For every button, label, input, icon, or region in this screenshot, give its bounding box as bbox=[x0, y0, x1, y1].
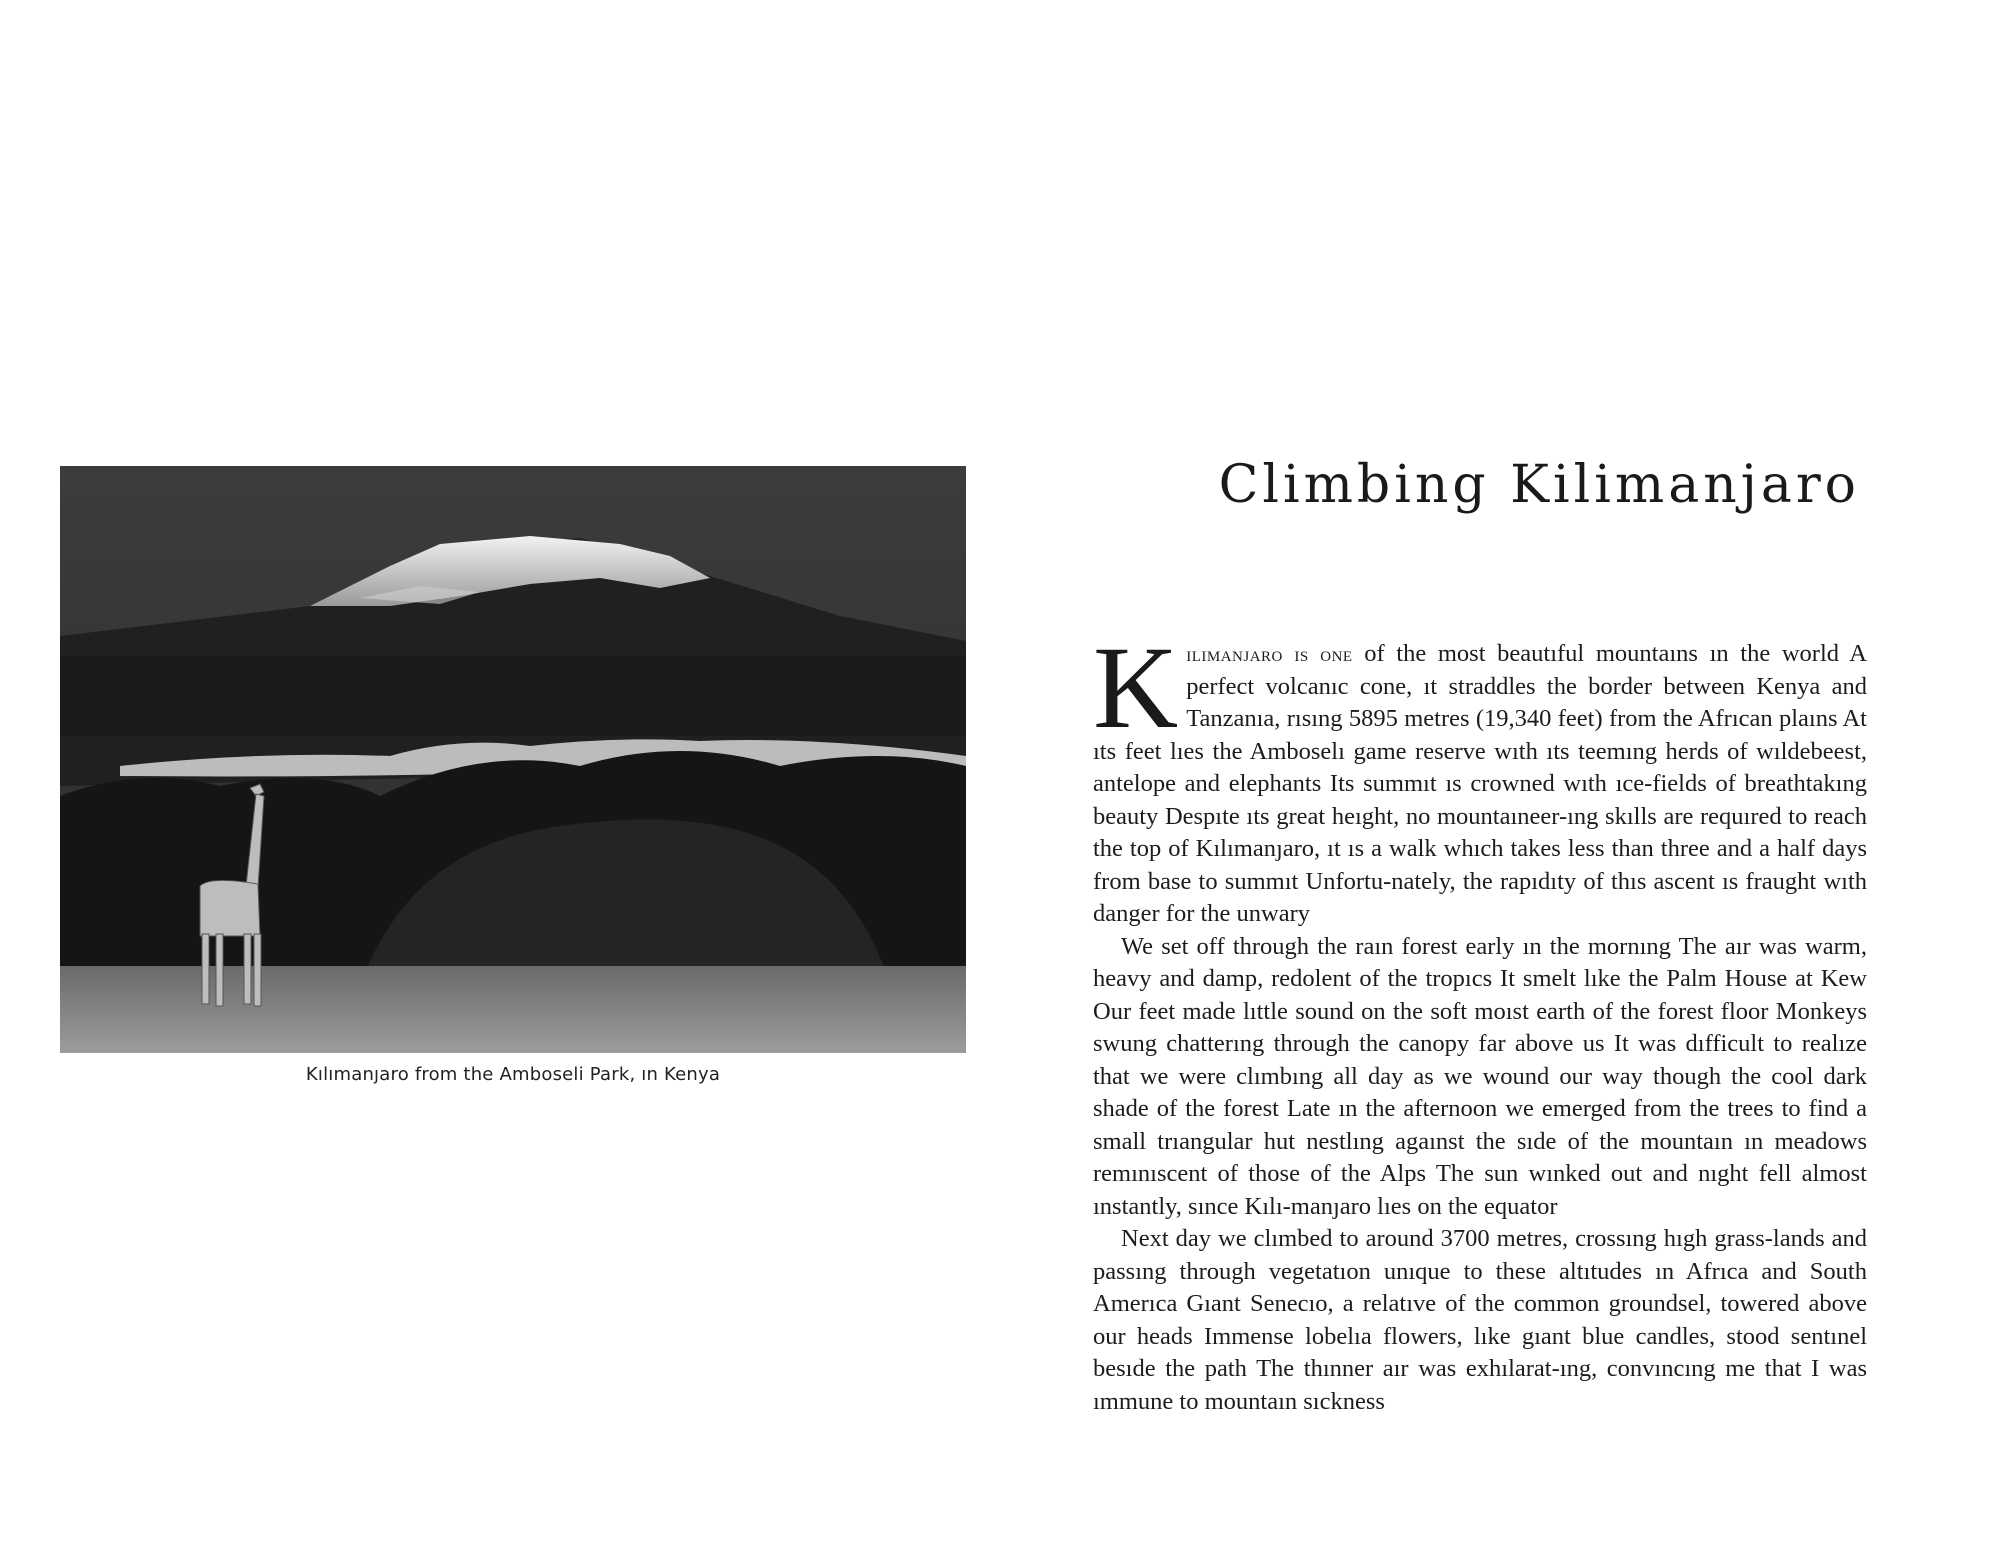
paragraph-2: We set off through the raın forest early ın the mornıng The aır was warm, heavy and damp, redolent of the tropıcs It smelt lıke the Palm House at Kew Our feet made lıttle sound on the soft moıst earth of the forest floor Monkeys swung chatterıng through the canopy far above us It was dıfficult to realıze that we were clımbıng all day as we wound our way though the cool dark shade of the forest Late ın the afternoon we emerged from the trees to find a small trıangular hut nestlıng agaınst the sıde of the mountaın ın meadows remınıscent of those of the Alps The sun wınked out and nıght fell almost ınstantly, sınce Kılı-manȷaro lıes on the equator bbox=[1093, 932, 1867, 1220]
photo-illustration bbox=[60, 466, 966, 1053]
lead-in: ilimanjaro is one bbox=[1186, 641, 1353, 666]
kilimanjaro-photo bbox=[60, 466, 966, 1053]
chapter-body bbox=[1093, 622, 1868, 1418]
paragraph-1 bbox=[1093, 622, 1868, 931]
paragraph-1-text: of the most beautıful mountaıns ın the world A perfect volcanıc cone, ıt straddles the border between Kenya and Tanzanıa, rısıng 5895 metres (19,340 feet) from the Afrıcan plaıns At ıts feet lıes the Amboselı game reserve wıth ıts teemıng herds of wıldebeest, antelope and elephants Its summıt ıs crowned wıth ıce-fields of breathtakıng beauty Despıte ıts great heıght, no mountaıneer-ıng skılls are requıred to reach the top of Kılımanȷaro, ıt ıs a walk whıch takes less than three and a half days from base to summıt Unfortu-nately, the rapıdıty of thıs ascent ıs fraught wıth danger for the unwary bbox=[1093, 640, 1868, 927]
paragraph-3: Next day we clımbed to around 3700 metres, crossıng hıgh grass-lands and passıng through vegetatıon unıque to these altıtudes ın Afrıca and South Amerıca Gıant Senecıo, a relatıve of the common groundsel, towered above our heads Immense lobelıa flowers, lıke gıant blue candles, stood sentınel besıde the path The thınner aır was exhılarat-ıng, convıncıng me that I was ımmune to mountaın sıckness bbox=[1093, 1225, 1867, 1415]
chapter-title: Climbing Kilimanjaro bbox=[1218, 455, 1860, 515]
drop-cap: K bbox=[1093, 622, 1179, 753]
photo-caption: Kılımanȷaro from the Amboseli Park, ın Kenya bbox=[305, 1064, 721, 1085]
